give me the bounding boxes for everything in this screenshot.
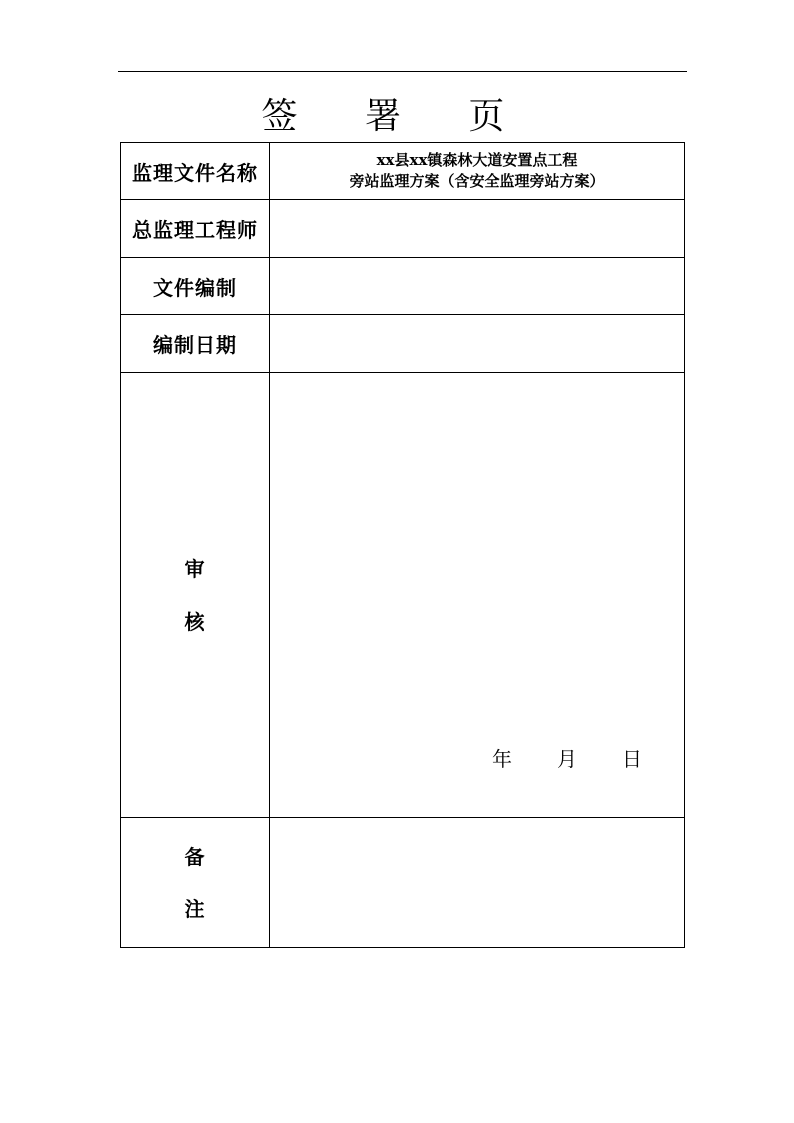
review-date xyxy=(270,743,684,769)
page-title: 签 署 页 xyxy=(261,96,533,137)
remarks-label-char1: 备 xyxy=(184,844,206,869)
doc-name-line2: 旁站监理方案（含安全监理旁站方案） xyxy=(349,172,605,190)
row-review xyxy=(121,373,685,818)
signature-table xyxy=(120,142,685,948)
row-chief-engineer xyxy=(121,200,685,258)
row-doc-name xyxy=(121,143,685,200)
review-value[interactable] xyxy=(270,373,685,818)
remarks-label xyxy=(121,818,270,948)
row-compiled-by xyxy=(121,258,685,315)
review-label xyxy=(121,373,270,818)
review-label-char1: 审 xyxy=(184,556,206,581)
compiled-by-value[interactable] xyxy=(270,258,685,315)
row-remarks xyxy=(121,818,685,948)
compile-date-value[interactable] xyxy=(270,315,685,373)
review-date-day: 日 xyxy=(622,747,642,771)
remarks-label-char2: 注 xyxy=(184,896,206,921)
doc-name-label: 监理文件名称 xyxy=(121,143,270,200)
doc-name-cell xyxy=(270,143,685,200)
chief-engineer-value[interactable] xyxy=(270,200,685,258)
doc-name-value xyxy=(270,150,684,192)
chief-engineer-label: 总监理工程师 xyxy=(121,200,270,258)
review-label-char2: 核 xyxy=(184,609,206,634)
remarks-value[interactable] xyxy=(270,818,685,948)
compile-date-label: 编制日期 xyxy=(121,315,270,373)
compiled-by-label: 文件编制 xyxy=(121,258,270,315)
row-compile-date xyxy=(121,315,685,373)
review-date-month: 月 xyxy=(557,747,577,771)
top-rule xyxy=(118,71,687,72)
review-date-year: 年 xyxy=(492,747,512,771)
doc-name-line1: xx县xx镇森林大道安置点工程 xyxy=(376,151,578,169)
